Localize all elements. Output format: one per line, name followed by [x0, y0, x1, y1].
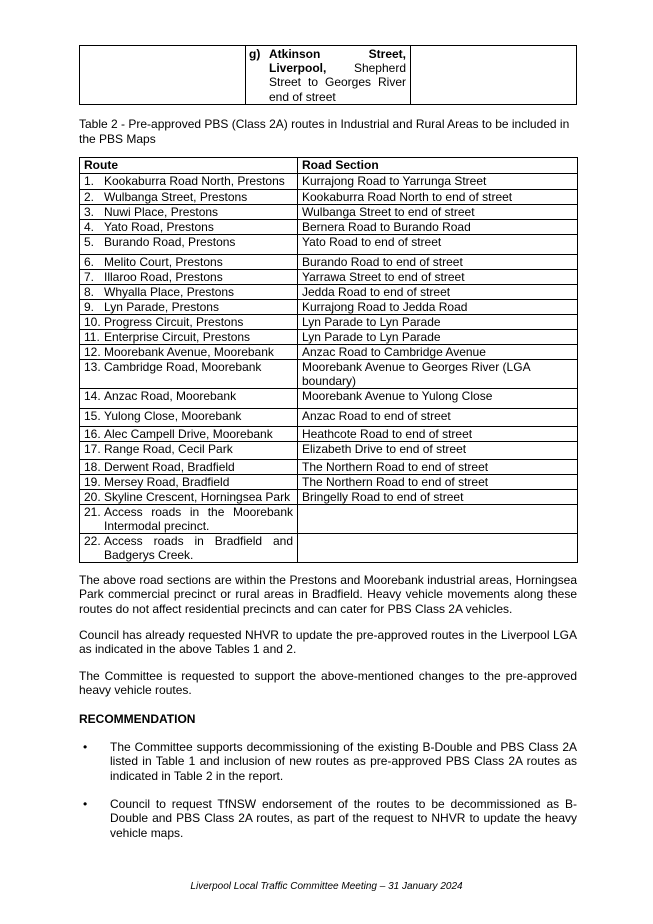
item-text [269, 47, 410, 104]
route-name: Cambridge Road, Moorebank [104, 360, 262, 374]
route-cell [80, 255, 298, 270]
route-name: Alec Campell Drive, Moorebank [104, 427, 273, 441]
route-name: Derwent Road, Bradfield [104, 460, 235, 474]
table-row [80, 505, 578, 534]
bullet-icon: • [83, 797, 88, 811]
route-number: 19. [84, 475, 101, 489]
road-section-cell: Yarrawa Street to end of street [298, 270, 578, 285]
road-section-cell: Kurrajong Road to Yarrunga Street [298, 174, 578, 190]
route-number: 11. [84, 330, 100, 344]
route-cell [80, 285, 298, 300]
road-section-cell: The Northern Road to end of street [298, 460, 578, 475]
route-number: 5. [84, 235, 95, 249]
paragraph-road-sections: The above road sections are within the Prestons and Moorebank industrial areas, Horningsea Park commercial precinct or rural areas in Bradfield. Heavy vehicle movements along these routes do not affect residential precincts and can cater for PBS Class 2A vehicles. [79, 573, 577, 616]
road-section-cell: Heathcote Road to end of street [298, 427, 578, 442]
route-cell [80, 205, 298, 220]
route-number: 9. [84, 300, 95, 314]
route-name: Melito Court, Prestons [104, 255, 223, 269]
table-row [80, 460, 578, 475]
route-number: 21. [84, 505, 101, 519]
route-name: Nuwi Place, Prestons [104, 205, 219, 219]
route-cell [80, 235, 298, 255]
road-section-cell [298, 534, 578, 563]
route-number: 14. [84, 389, 101, 403]
route-name: Enterprise Circuit, Prestons [104, 330, 251, 344]
table-row [80, 255, 578, 270]
page-footer: Liverpool Local Traffic Committee Meeting – 31 January 2024 [190, 881, 463, 892]
item-bold-text: Atkinson Street, Liverpool, [269, 47, 406, 76]
table-row [80, 345, 578, 360]
table-row [80, 330, 578, 345]
table-row [80, 300, 578, 315]
road-section-cell: Yato Road to end of street [298, 235, 578, 255]
route-cell [80, 345, 298, 360]
table-row [80, 360, 578, 389]
route-name: Lyn Parade, Prestons [104, 300, 219, 314]
road-section-cell: Kookaburra Road North to end of street [298, 190, 578, 205]
table-header-row [80, 158, 578, 174]
route-cell [80, 475, 298, 490]
road-section-cell: Moorebank Avenue to Georges River (LGA boundary) [298, 360, 578, 389]
route-cell [80, 174, 298, 190]
route-name: Range Road, Cecil Park [104, 442, 233, 456]
road-section-cell: Anzac Road to Cambridge Avenue [298, 345, 578, 360]
route-cell [80, 505, 298, 534]
route-number: 2. [84, 190, 95, 204]
table-row [80, 270, 578, 285]
route-cell [80, 330, 298, 345]
recommendation-text: Council to request TfNSW endorsement of the routes to be decommissioned as B-Double and PBS Class 2A routes, as part of the request to NHVR to update the heavy vehicle maps. [110, 797, 577, 840]
route-number: 22. [84, 534, 101, 548]
route-number: 10. [84, 315, 101, 329]
route-name: Kookaburra Road North, Prestons [104, 174, 285, 188]
table-row [80, 235, 578, 255]
route-cell [80, 389, 298, 409]
route-number: 1. [84, 174, 95, 188]
route-cell [80, 315, 298, 330]
table-row [80, 409, 578, 427]
route-cell [80, 442, 298, 460]
road-section-cell: Wulbanga Street to end of street [298, 205, 578, 220]
route-name: Burando Road, Prestons [104, 235, 236, 249]
route-name: Progress Circuit, Prestons [104, 315, 244, 329]
recommendation-item [79, 797, 577, 840]
table-row [80, 427, 578, 442]
table-row [80, 534, 578, 563]
route-number: 3. [84, 205, 95, 219]
route-cell [80, 460, 298, 475]
recommendation-heading: RECOMMENDATION [79, 712, 196, 726]
road-section-cell: Jedda Road to end of street [298, 285, 578, 300]
table-row [80, 315, 578, 330]
road-section-cell: The Northern Road to end of street [298, 475, 578, 490]
table-row [80, 475, 578, 490]
route-number: 12. [84, 345, 101, 359]
table-row [80, 285, 578, 300]
route-name: Yato Road, Prestons [104, 220, 214, 234]
road-section-cell: Anzac Road to end of street [298, 409, 578, 427]
route-cell [80, 220, 298, 235]
route-cell [80, 490, 298, 505]
bullet-icon: • [83, 740, 88, 754]
route-item-cell [246, 46, 411, 105]
route-number: 13. [84, 360, 101, 374]
continued-routes-table [79, 45, 577, 105]
table-row [80, 205, 578, 220]
route-number: 8. [84, 285, 95, 299]
route-cell [80, 534, 298, 563]
item-rest-text: Shepherd Street to Georges River end of street [269, 61, 406, 104]
column-header-road-section: Road Section [298, 158, 578, 174]
route-number: 18. [84, 460, 101, 474]
route-number: 20. [84, 490, 101, 504]
route-name: Yulong Close, Moorebank [104, 409, 242, 423]
road-section-cell: Kurrajong Road to Jedda Road [298, 300, 578, 315]
route-name: Skyline Crescent, Horningsea Park [104, 490, 291, 504]
table-row [80, 190, 578, 205]
empty-cell [411, 46, 577, 105]
table-row [80, 46, 577, 105]
route-name: Whyalla Place, Prestons [104, 285, 235, 299]
route-name: Illaroo Road, Prestons [104, 270, 223, 284]
route-name: Access roads in Bradfield and Badgerys Creek. [104, 534, 293, 562]
table-row [80, 220, 578, 235]
route-number: 4. [84, 220, 95, 234]
column-header-route: Route [80, 158, 298, 174]
route-cell [80, 270, 298, 285]
table-caption: Table 2 - Pre-approved PBS (Class 2A) routes in Industrial and Rural Areas to be included in the PBS Maps [79, 117, 570, 146]
route-cell [80, 190, 298, 205]
road-section-cell: Bringelly Road to end of street [298, 490, 578, 505]
route-cell [80, 360, 298, 389]
route-number: 15. [84, 409, 101, 423]
road-section-cell: Bernera Road to Burando Road [298, 220, 578, 235]
empty-cell [80, 46, 246, 105]
road-section-cell: Burando Road to end of street [298, 255, 578, 270]
recommendation-text: The Committee supports decommissioning of the existing B-Double and PBS Class 2A listed in Table 1 and inclusion of new routes as pre-approved PBS Class 2A routes as indicated in Table 2 in the report. [110, 740, 577, 783]
paragraph-committee-request: The Committee is requested to support the above-mentioned changes to the pre-approved heavy vehicle routes. [79, 669, 577, 698]
route-cell [80, 300, 298, 315]
table-row [80, 490, 578, 505]
route-number: 16. [84, 427, 101, 441]
route-cell [80, 427, 298, 442]
route-number: 7. [84, 270, 95, 284]
road-section-cell: Lyn Parade to Lyn Parade [298, 315, 578, 330]
road-section-cell: Lyn Parade to Lyn Parade [298, 330, 578, 345]
route-number: 17. [84, 442, 101, 456]
route-name: Moorebank Avenue, Moorebank [104, 345, 274, 359]
pbs-routes-table [79, 157, 578, 563]
route-number: 6. [84, 255, 95, 269]
road-section-cell [298, 505, 578, 534]
route-name: Mersey Road, Bradfield [104, 475, 230, 489]
route-name: Anzac Road, Moorebank [104, 389, 237, 403]
recommendation-item [79, 740, 577, 783]
route-name: Access roads in the Moorebank Intermodal precinct. [104, 505, 293, 533]
item-label: g) [249, 47, 261, 61]
paragraph-council-request: Council has already requested NHVR to update the pre-approved routes in the Liverpool LGA as indicated in the above Tables 1 and 2. [79, 628, 577, 657]
route-name: Wulbanga Street, Prestons [104, 190, 248, 204]
table-row [80, 442, 578, 460]
road-section-cell: Moorebank Avenue to Yulong Close [298, 389, 578, 409]
road-section-cell: Elizabeth Drive to end of street [298, 442, 578, 460]
table-row [80, 389, 578, 409]
table-row [80, 174, 578, 190]
route-cell [80, 409, 298, 427]
